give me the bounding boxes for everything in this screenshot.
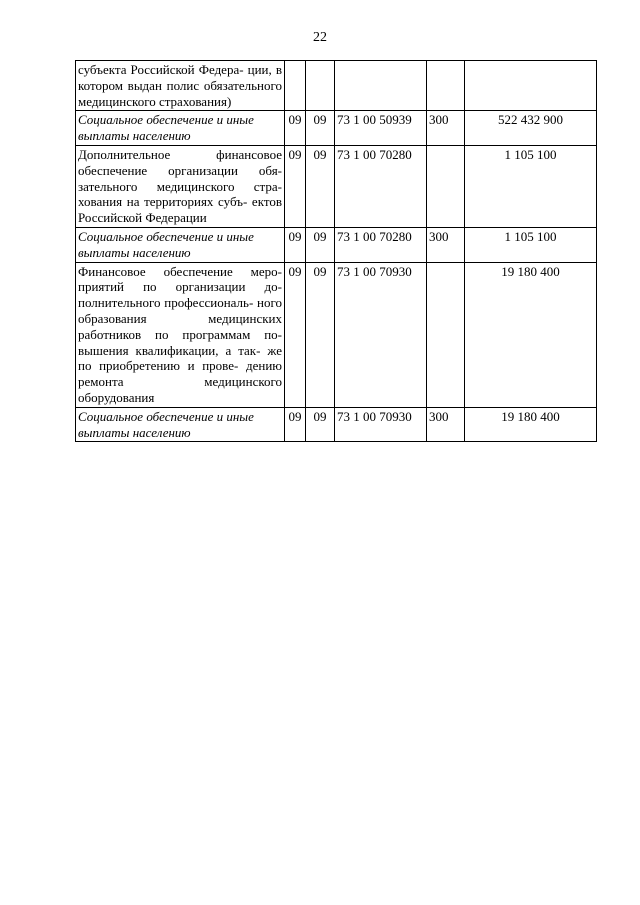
target-article-cell [335,61,427,111]
expense-type-cell [427,262,465,407]
amount-cell: 522 432 900 [465,111,597,146]
section-code-cell: 09 [285,262,306,407]
section-code-cell: 09 [285,145,306,227]
target-article-cell: 73 1 00 70280 [335,145,427,227]
target-article-cell: 73 1 00 70930 [335,262,427,407]
amount-cell: 19 180 400 [465,262,597,407]
subsection-code-cell: 09 [306,407,335,442]
table-row [76,407,597,442]
subsection-code-cell [306,61,335,111]
budget-table [75,60,597,442]
subsection-code-cell: 09 [306,227,335,262]
subsection-code-cell: 09 [306,111,335,146]
amount-cell: 1 105 100 [465,227,597,262]
section-code-cell: 09 [285,111,306,146]
expense-type-cell [427,61,465,111]
amount-cell: 1 105 100 [465,145,597,227]
subsection-code-cell: 09 [306,262,335,407]
target-article-cell: 73 1 00 70280 [335,227,427,262]
subsection-code-cell: 09 [306,145,335,227]
amount-cell [465,61,597,111]
amount-cell: 19 180 400 [465,407,597,442]
expense-type-cell: 300 [427,227,465,262]
target-article-cell: 73 1 00 70930 [335,407,427,442]
target-article-cell: 73 1 00 50939 [335,111,427,146]
expense-type-cell: 300 [427,407,465,442]
section-code-cell: 09 [285,227,306,262]
row-name-cell: Дополнительное финансовое обеспечение организации обя- зательного медицинского стра- хования на территориях субъ- ектов Российской Федерации [76,145,285,227]
section-code-cell [285,61,306,111]
page-number: 22 [313,30,327,45]
table-row [76,262,597,407]
row-name-cell: субъекта Российской Федера- ции, в котором выдан полис обязательного медицинского страхования) [76,61,285,111]
table-row [76,61,597,111]
row-name-cell: Социальное обеспечение и иные выплаты населению [76,227,285,262]
section-code-cell: 09 [285,407,306,442]
row-name-cell: Социальное обеспечение и иные выплаты населению [76,407,285,442]
expense-type-cell: 300 [427,111,465,146]
expense-type-cell [427,145,465,227]
row-name-cell: Социальное обеспечение и иные выплаты населению [76,111,285,146]
table-row [76,145,597,227]
row-name-cell: Финансовое обеспечение меро- приятий по организации до- полнительного профессиональ- ного образования медицинских работников по программам по- вышения квалификации, а так- же по приобретению и прове- дению ремонта медицинского оборудования [76,262,285,407]
table-row [76,227,597,262]
table-row [76,111,597,146]
